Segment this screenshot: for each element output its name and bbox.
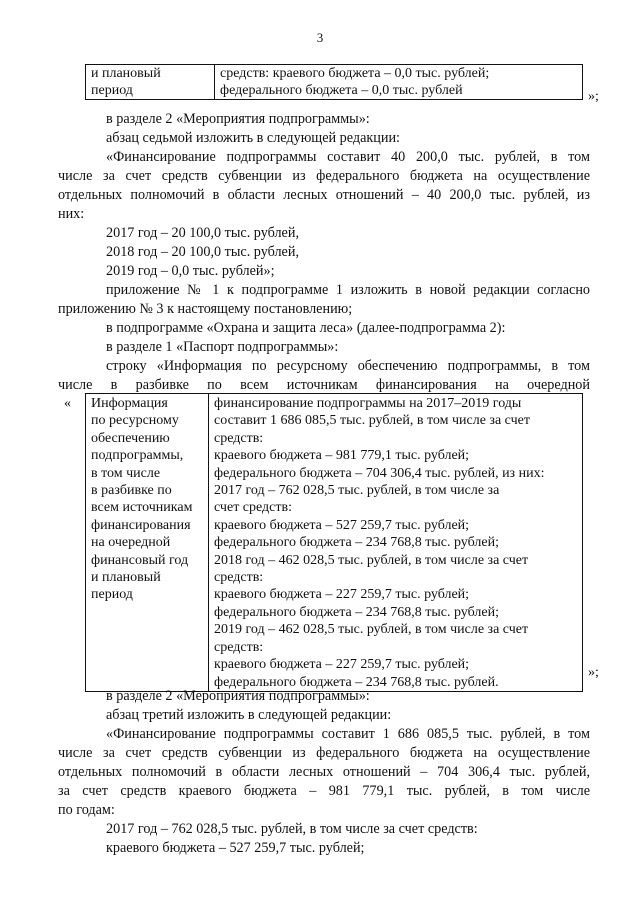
cell-line: в разбивке по	[91, 483, 172, 499]
cell-line: финансовый год	[91, 552, 189, 568]
cell-line: 2017 год – 762 028,5 тыс. рублей, в том числе за	[214, 483, 500, 499]
cell-line: средств:	[214, 430, 264, 446]
text-line: за счет средств краевого бюджета – 981 779,1 тыс. рублей, в том числе	[58, 783, 590, 799]
table-row	[86, 65, 583, 100]
cell-line: федерального бюджета – 0,0 тыс. рублей	[220, 83, 463, 98]
cell-line: федерального бюджета – 704 306,4 тыс. рублей, из них:	[214, 465, 545, 481]
text-line: них:	[58, 206, 85, 222]
text-line: в разделе 2 «Мероприятия подпрограммы»:	[106, 688, 370, 704]
text-line: числе за счет средств субвенции из федерального бюджета на осуществление	[58, 745, 590, 761]
cell-line: финансирование подпрограммы на 2017–2019 годы	[214, 396, 522, 411]
text-line: числе за счет средств субвенции из федерального бюджета на осуществление	[58, 168, 590, 184]
table-row	[86, 394, 583, 692]
cell-line: в том числе	[91, 465, 161, 481]
cell-line: всем источникам	[91, 500, 193, 516]
table-cell-label	[86, 65, 215, 100]
closing-quote: »;	[588, 665, 599, 680]
cell-line: Информация	[91, 396, 168, 411]
cell-line: на очередной	[91, 535, 171, 551]
table-cell-value	[209, 394, 583, 692]
text-line: 2017 год – 762 028,5 тыс. рублей, в том числе за счет средств:	[106, 821, 478, 837]
cell-line: составит 1 686 085,5 тыс. рублей, в том числе за счет	[214, 413, 530, 429]
funding-table-continuation	[85, 64, 583, 100]
text-line: «Финансирование подпрограммы составит 40 200,0 тыс. рублей, в том	[106, 149, 590, 165]
text-line: отдельных полномочий в области лесных отношений – 704 306,4 тыс. рублей,	[58, 764, 590, 780]
cell-line: федерального бюджета – 234 768,8 тыс. рублей.	[214, 674, 499, 690]
text-line: в разделе 2 «Мероприятия подпрограммы»:	[106, 111, 370, 127]
text-line: приложению № 3 к настоящему постановлению;	[58, 301, 353, 317]
cell-line: и плановый	[91, 66, 161, 81]
cell-line: 2018 год – 462 028,5 тыс. рублей, в том числе за счет	[214, 552, 529, 568]
cell-line: краевого бюджета – 227 259,7 тыс. рублей;	[214, 657, 470, 673]
table-cell-value	[215, 65, 583, 100]
text-line: абзац седьмой изложить в следующей редакции:	[106, 130, 401, 146]
cell-line: и плановый	[91, 570, 161, 586]
text-line: числе в разбивке по всем источникам финансирования на очередной	[58, 377, 590, 393]
cell-line: средств: краевого бюджета – 0,0 тыс. рублей;	[220, 66, 490, 81]
cell-line: финансирования	[91, 517, 191, 533]
text-line: приложение № 1 к подпрограмме 1 изложить в новой редакции согласно	[106, 282, 590, 298]
cell-line: краевого бюджета – 981 779,1 тыс. рублей;	[214, 448, 470, 464]
cell-line: период	[91, 83, 133, 98]
opening-quote: «	[64, 396, 71, 411]
text-line: в разделе 1 «Паспорт подпрограммы»:	[106, 339, 339, 355]
closing-quote: »;	[588, 89, 599, 104]
text-line: абзац третий изложить в следующей редакции:	[106, 707, 392, 723]
cell-line: по ресурсному	[91, 413, 179, 429]
page-number: 3	[316, 30, 324, 45]
cell-line: федерального бюджета – 234 768,8 тыс. рублей;	[214, 604, 499, 620]
cell-line: обеспечению	[91, 430, 170, 446]
cell-line: краевого бюджета – 527 259,7 тыс. рублей;	[214, 517, 470, 533]
cell-line: 2019 год – 462 028,5 тыс. рублей, в том числе за счет	[214, 622, 529, 638]
table-cell-label	[86, 394, 209, 692]
funding-info-table	[85, 393, 583, 692]
text-line: 2017 год – 20 100,0 тыс. рублей,	[106, 225, 299, 241]
cell-line: краевого бюджета – 227 259,7 тыс. рублей;	[214, 587, 470, 603]
text-line: 2019 год – 0,0 тыс. рублей»;	[106, 263, 275, 279]
text-line: строку «Информация по ресурсному обеспечению подпрограммы, в том	[106, 358, 590, 374]
text-line: по годам:	[58, 802, 115, 818]
text-line: в подпрограмме «Охрана и защита леса» (далее-подпрограмма 2):	[106, 320, 506, 336]
cell-line: средств:	[214, 570, 264, 586]
text-line: краевого бюджета – 527 259,7 тыс. рублей;	[106, 840, 365, 856]
cell-line: период	[91, 587, 133, 603]
text-line: 2018 год – 20 100,0 тыс. рублей,	[106, 244, 299, 260]
cell-line: подпрограммы,	[91, 448, 184, 464]
cell-line: федерального бюджета – 234 768,8 тыс. рублей;	[214, 535, 499, 551]
cell-line: средств:	[214, 639, 264, 655]
text-line: «Финансирование подпрограммы составит 1 686 085,5 тыс. рублей, в том	[106, 726, 590, 742]
cell-line: счет средств:	[214, 500, 293, 516]
text-line: отдельных полномочий в области лесных отношений – 40 200,0 тыс. рублей, из	[58, 187, 590, 203]
